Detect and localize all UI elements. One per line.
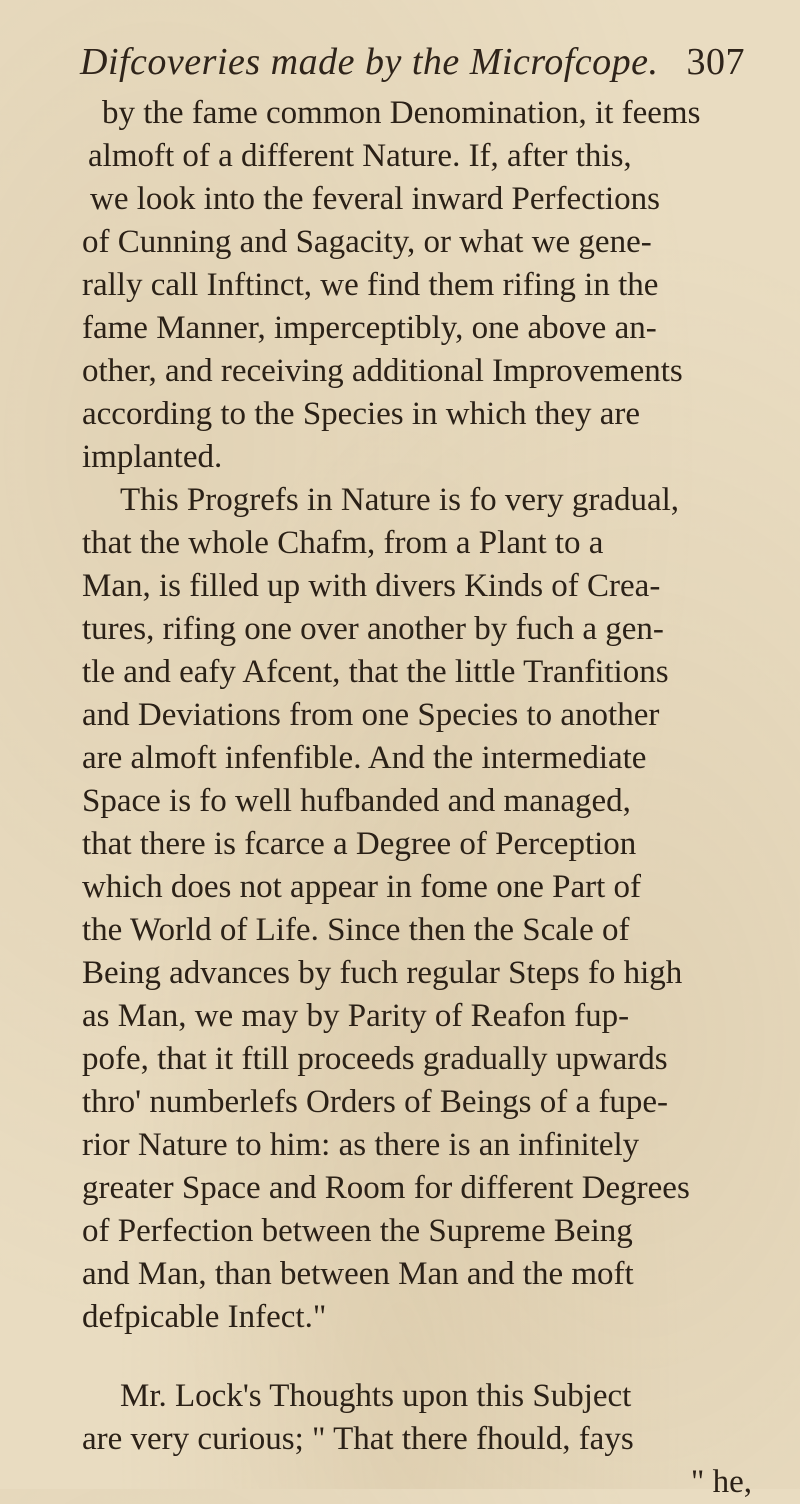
text-line: that the whole Chafm, from a Plant to a xyxy=(82,525,604,561)
running-header xyxy=(80,40,760,84)
page-number: 307 xyxy=(686,41,746,83)
text-line: greater Space and Room for different Degrees xyxy=(82,1170,690,1206)
text-line: implanted. xyxy=(82,439,223,475)
text-line: and Man, than between Man and the moft xyxy=(82,1256,634,1292)
text-line: Mr. Lock's Thoughts upon this Subject xyxy=(120,1378,632,1414)
text-line: as Man, we may by Parity of Reafon fup- xyxy=(82,998,630,1034)
page-body xyxy=(82,92,752,1504)
text-line: are almoft infenfible. And the intermediate xyxy=(82,740,647,776)
running-title: Difcoveries made by the Microfcope. xyxy=(80,41,659,83)
text-line: rally call Inftinct, we find them rifing in the xyxy=(82,267,659,303)
text-line: of Perfection between the Supreme Being xyxy=(82,1213,633,1249)
text-line: we look into the feveral inward Perfections xyxy=(90,181,660,217)
text-line: defpicable Infect." xyxy=(82,1299,327,1335)
text-line: This Progrefs in Nature is fo very gradual, xyxy=(120,482,680,518)
text-line: are very curious; " That there fhould, fays xyxy=(82,1421,634,1457)
text-line: tle and eafy Afcent, that the little Tranfitions xyxy=(82,654,669,690)
text-line: almoft of a different Nature. If, after this, xyxy=(88,138,632,174)
text-line: pofe, that it ftill proceeds gradually upwards xyxy=(82,1041,668,1077)
text-line: which does not appear in fome one Part of xyxy=(82,869,642,905)
text-line: and Deviations from one Species to another xyxy=(82,697,660,733)
text-line: thro' numberlefs Orders of Beings of a fupe- xyxy=(82,1084,669,1120)
catchword: " he, xyxy=(690,1464,752,1500)
text-line: rior Nature to him: as there is an infinitely xyxy=(82,1127,640,1163)
text-line: by the fame common Denomination, it feems xyxy=(102,95,701,131)
text-line: Man, is filled up with divers Kinds of Crea- xyxy=(82,568,661,604)
text-line: Space is fo well hufbanded and managed, xyxy=(82,783,631,819)
text-line: other, and receiving additional Improvements xyxy=(82,353,683,389)
text-line: according to the Species in which they are xyxy=(82,396,641,432)
text-line: Being advances by fuch regular Steps fo high xyxy=(82,955,683,991)
text-line: the World of Life. Since then the Scale of xyxy=(82,912,630,948)
text-line: tures, rifing one over another by fuch a gen- xyxy=(82,611,664,647)
text-line: fame Manner, imperceptibly, one above an- xyxy=(82,310,657,346)
text-line: of Cunning and Sagacity, or what we gene- xyxy=(82,224,652,260)
text-line: that there is fcarce a Degree of Perception xyxy=(82,826,637,862)
